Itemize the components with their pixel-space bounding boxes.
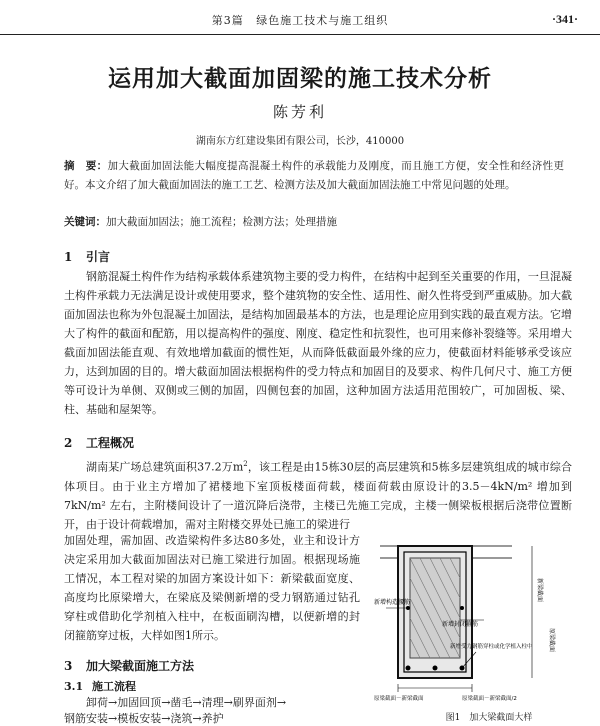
figure-label-side-2: 原梁截面 [548, 628, 555, 653]
section-number: 2 [64, 436, 73, 450]
flow-line-1: 卸荷→加固回顶→凿毛→清理→刷界面剂→ [86, 696, 287, 709]
abstract-text: 加大截面加固法能大幅度提高混凝土构件的承载能力及刚度，而且施工方便，安全性和经济性更好。本文介绍了加大截面加固法的施工工艺、检测方法及加大截面加固法施工中常见问题的处理。 [64, 160, 565, 191]
overview-body [64, 455, 572, 534]
abstract-label: 摘 要： [64, 160, 108, 172]
section-heading-2 [64, 434, 134, 451]
article-title: 运用加大截面加固梁的施工技术分析 [108, 65, 492, 92]
section-heading-3 [64, 657, 194, 674]
superscript: 2 [243, 460, 248, 468]
section-number: 3.1 [64, 680, 84, 693]
keywords [64, 214, 564, 229]
article-author: 陈芳利 [272, 103, 327, 121]
section-title: 工程概况 [86, 436, 135, 450]
section-title: 引言 [86, 250, 111, 264]
section-heading-3-1 [64, 678, 136, 694]
rebar-dot [406, 666, 411, 671]
overview-text-a: 湖南某广场总建筑面积37.2万m [86, 460, 244, 474]
rebar-dot [433, 666, 438, 671]
page-number: ·341· [551, 12, 578, 26]
chapter-title: 绿色施工技术与施工组织 [256, 14, 389, 27]
overview-text-b: ，该工程是由15栋30层的高层建筑和5栋多层建筑组成的城市综合体项目。由于业主方增加了裙楼地下室顶板楼面荷载，楼面荷载由原设计的3.5－4kN/m² 增加到7kN/m² 左右，主附楼间设计了一道沉降后浇带，主楼已先施工完成，主楼一侧梁板根据后浇带位置断开，由于设计荷载增加，需对主附楼交界处已施工的梁进行 [64, 460, 572, 531]
figure-label-inner: 新增封闭箍筋 [442, 621, 479, 628]
section-number: 1 [64, 250, 73, 264]
figure-caption: 图1 加大梁截面大样 [445, 713, 533, 723]
beam-section-figure [372, 528, 582, 720]
page-header [0, 0, 600, 35]
figure-label-side-1: 新梁截面 [536, 578, 543, 603]
figure-label-left: 新增构造腰筋 [374, 599, 411, 606]
section-title: 加大梁截面施工方法 [86, 659, 195, 673]
intro-body [64, 267, 572, 419]
intro-paragraph: 钢筋混凝土构件作为结构承载体系建筑物主要的受力构件，在结构中起到至关重要的作用，一旦混凝土构件承载力无法满足设计或使用要求，整个建筑物的安全性、适用性、耐久性将受到严重威胁。加大截面加固法也称为外包混凝土加固法，是结构加固最基本的方法，也是理论应用到实践的最直观方法。它增大了构件的截面和配筋，用以提高构件的强度、刚度、稳定性和抗裂性，也可用来修补裂缝等。采用增大截面加固法能直观、有效地增加截面的惯性矩，从而降低截面最外缘的应力，使截面材料能够承受该应力，达到加固的目的。增大截面加固法根据构件的受力特点和加固目的及要求、构件几何尺寸、施工方便等可设计为单侧、双侧或三侧的加固，四侧包套的加固，这种加固方法适用范围较广，可加固板、梁、柱、基础和屋架等。 [64, 270, 572, 416]
overview-body-continued [64, 531, 360, 645]
overview-paragraph-2: 加固处理，需加固、改造梁构件多达80多处，业主和设计方决定采用加大截面加固法对已施工梁进行加固。根据现场施工情况，本工程对梁的加固方案设计如下：新梁截面宽度、高度均比原梁增大，在梁底及梁侧新增的受力钢筋通过钻孔穿柱或借助化学剂植入柱中，在板面刷沟槽，以便新增的封闭箍筋穿过板，大样如图1所示。 [64, 534, 360, 642]
keywords-text: 加大截面加固法；施工流程；检测方法；处理措施 [106, 216, 337, 228]
overview-paragraph-1 [64, 455, 572, 534]
article-affiliation: 湖南东方红建设集团有限公司，长沙，410000 [195, 136, 405, 147]
section-number: 3 [64, 659, 73, 673]
abstract [64, 157, 564, 195]
figure-label-right: 新增受力钢筋穿柱或化学植入柱中 [450, 644, 533, 650]
running-head [0, 12, 600, 28]
keywords-label: 关键词： [64, 216, 106, 228]
section-heading-1 [64, 248, 110, 265]
rebar-dot [460, 606, 464, 610]
figure-label-bottom-right: 原梁截面－新梁截面/2 [462, 696, 517, 702]
chapter-number: 第3篇 [211, 14, 244, 27]
section-title: 施工流程 [92, 680, 136, 693]
flow-line-2: 钢筋安装→模板安装→浇筑→养护 [64, 712, 224, 725]
figure-label-bottom-left: 原梁截面－新梁截面 [374, 696, 424, 702]
